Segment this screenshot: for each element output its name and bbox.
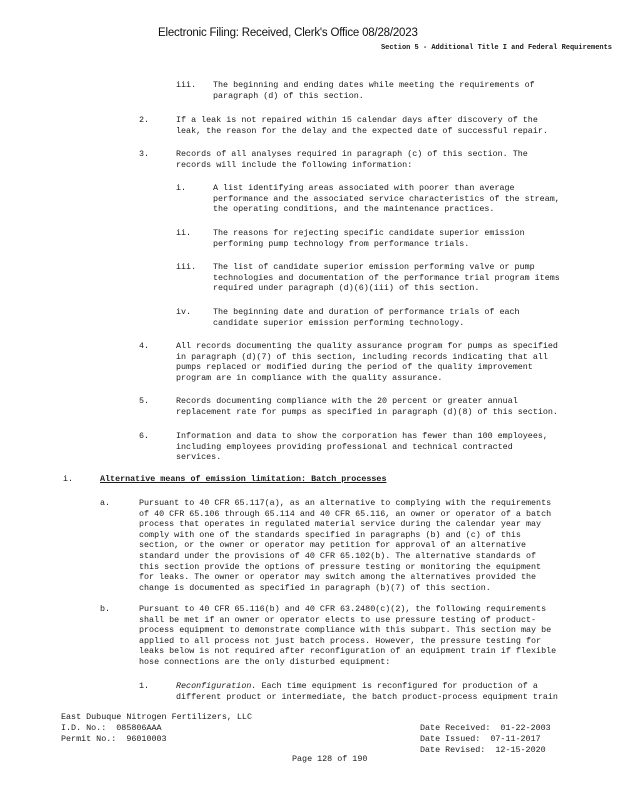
item-label: 3. <box>139 149 150 159</box>
item-text: Pursuant to 40 CFR 65.116(b) and 40 CFR 63.2480(c)(2), the following requirements shall be met if an owner or operator elects to use pressure testing of product- process equipment to demonstrate compliance with this subpart. This section may be applied to all process not just batch process. However, the pressure testing for leaks below is not required after reconfiguration of an equipment train if flexible hose connections are the only disturbed equipment: <box>139 604 557 667</box>
item-label: i. <box>63 474 74 484</box>
footer-dates: Date Received: 01-22-2003 Date Issued: 07-11-2017 Date Revised: 12-15-2020 <box>420 723 551 755</box>
item-text: Records of all analyses required in paragraph (c) of this section. The records will include the following information: <box>176 149 528 170</box>
item-lead: Reconfiguration. <box>176 681 257 691</box>
footer-facility-info: East Dubuque Nitrogen Fertilizers, LLC I.D. No.: 085806AAA Permit No.: 96010003 <box>61 712 252 744</box>
item-label: 5. <box>139 396 150 406</box>
item-text: Information and data to show the corporation has fewer than 100 employees, including employees providing professional and technical contracted services. <box>176 431 548 463</box>
item-text: A list identifying areas associated with poorer than average performance and the associated service characteristics of the stream, the operating conditions, and the maintenance practices. <box>213 183 560 215</box>
heading-text: Alternative means of emission limitation: Batch processes <box>100 474 387 484</box>
item-label: a. <box>100 498 111 508</box>
item-text: The beginning and ending dates while meeting the requirements of paragraph (d) of this section. <box>213 80 535 101</box>
item-label: 4. <box>139 341 150 351</box>
item-label: i. <box>176 183 187 193</box>
item-text: If a leak is not repaired within 15 calendar days after discovery of the leak, the reason for the delay and the expected date of successful repair. <box>176 115 548 136</box>
item-label: iv. <box>176 307 192 317</box>
item-label: 2. <box>139 115 150 125</box>
item-text: The beginning date and duration of performance trials of each candidate superior emission performing technology. <box>213 307 520 328</box>
item-label: iii. <box>176 262 197 272</box>
item-label: b. <box>100 604 111 614</box>
item-label: iii. <box>176 80 197 90</box>
item-body: Each time equipment is reconfigured for production of a different product or intermediate, the batch product-process equipment train <box>176 681 558 702</box>
item-label: 1. <box>139 681 150 691</box>
section-header: Section 5 - Additional Title I and Federal Requirements <box>380 44 612 52</box>
item-text <box>176 681 558 702</box>
item-text: The reasons for rejecting specific candidate superior emission performing pump technology from performance trials. <box>213 228 525 249</box>
item-text: The list of candidate superior emission performing valve or pump technologies and documentation of the performance trial program items required under paragraph (d)(6)(iii) of this section. <box>213 262 560 294</box>
item-text: Records documenting compliance with the 20 percent or greater annual replacement rate for pumps as specified in paragraph (d)(8) of this section. <box>176 396 558 417</box>
item-label: 6. <box>139 431 150 441</box>
item-text: Pursuant to 40 CFR 65.117(a), as an alternative to complying with the requirements of 40 CFR 65.106 through 65.114 and 40 CFR 65.116, an owner or operator of a batch process that operates in regulated material service during the calendar year may comply with one of the standards specified in paragraphs (b) and (c) of this section, or the owner or operator may petition for approval of an alternative standard under the provisions of 40 CFR 65.102(b). The alternative standards of this section provide the options of pressure testing or monitoring the equipment for leaks. The owner or operator may switch among the alternatives provided the change is documented as specified in paragraph (b)(7) of this section. <box>139 498 552 593</box>
item-text: All records documenting the quality assurance program for pumps as specified in paragraph (d)(7) of this section, including records indicating that all pumps replaced or modified during the period of the quality improvement program are in compliance with the quality assurance. <box>176 341 558 383</box>
item-label: ii. <box>176 228 192 238</box>
electronic-filing-stamp: Electronic Filing: Received, Clerk's Office 08/28/2023 <box>158 27 418 39</box>
page-number: Page 128 of 190 <box>292 754 368 764</box>
